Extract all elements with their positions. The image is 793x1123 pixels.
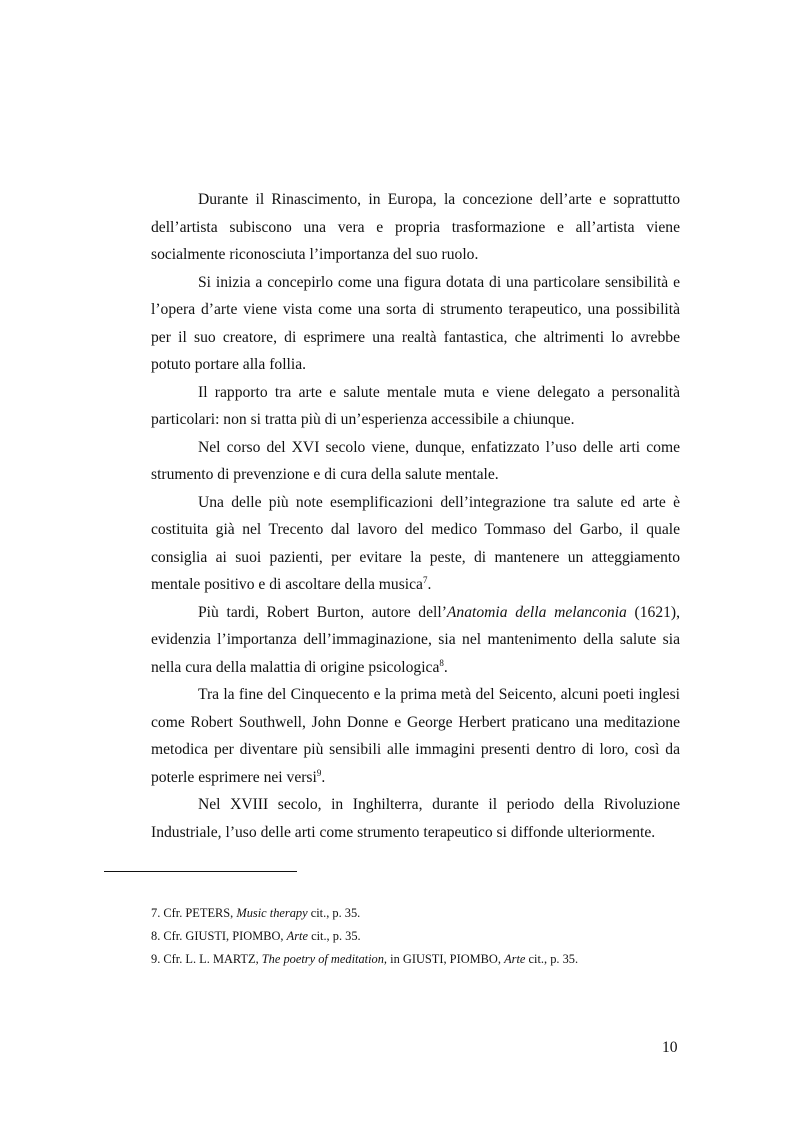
footnote-7: 7. Cfr. PETERS, Music therapy cit., p. 35. (151, 906, 361, 920)
footnote-ref-9[interactable]: 9 (316, 767, 322, 778)
footnote-separator (104, 871, 297, 872)
footnote-ref-8[interactable]: 8 (439, 657, 444, 668)
footnote-ref-7[interactable]: 7 (422, 575, 428, 585)
paragraph-xvi-century: Nel corso del XVI secolo viene, dunque, enfatizzato l’uso delle arti come strumento di prevenzione e di cura della salute mentale. (151, 438, 680, 483)
footnote-8: 8. Cfr. GIUSTI, PIOMBO, Arte cit., p. 35. (151, 929, 361, 943)
paragraph-renaissance: Durante il Rinascimento, in Europa, la concezione dell’arte e soprattutto dell’artista subiscono una vera e propria trasformazione e all’artista viene socialmente riconosciuta l’importanza del suo ruolo. (151, 191, 680, 263)
paragraph-english-poets: Tra la fine del Cinquecento e la prima metà del Seicento, alcuni poeti inglesi come Robert Southwell, John Donne e George Herbert praticano una meditazione metodica per diventare più sensibili alle immagini presenti dentro di loro, così da poterle esprimere nei versi$^9$. (151, 686, 680, 786)
paragraph-robert-burton: Più tardi, Robert Burton, autore dell’Anatomia della melanconia (1621), evidenzia l’importanza dell’immaginazione, sia nel mantenimento della salute sia nella cura della malattia di origine psicologica$^8$. (151, 603, 680, 676)
paragraph-tommaso-del-garbo: Una delle più note esemplificazioni dell’integrazione tra salute ed arte è costituita già nel Trecento dal lavoro del medico Tommaso del Garbo, il quale consiglia ai suoi pazienti, per evitare la peste, di mantenere un atteggiamento mentale positivo e di ascoltare della musica$^7$. (151, 493, 680, 593)
page-number: 10 (662, 1039, 678, 1056)
paragraph-art-mental-health: Il rapporto tra arte e salute mentale muta e viene delegato a personalità particolari: non si tratta più di un’esperienza accessibile a chiunque. (151, 383, 680, 428)
main-text (151, 186, 680, 846)
paragraph-xviii-century: Nel XVIII secolo, in Inghilterra, durante il periodo della Rivoluzione Industriale, l’uso delle arti come strumento terapeutico si diffonde ulteriormente. (151, 796, 680, 841)
book-title: Anatomia della melanconia (446, 603, 627, 621)
paragraph-artist-sensibility: Si inizia a concepirlo come una figura dotata di una particolare sensibilità e l’opera d’arte viene vista come una sorta di strumento terapeutico, una possibilità per il suo creatore, di esprimere una realtà fantastica, che altrimenti lo avrebbe potuto portare alla follia. (151, 273, 680, 373)
footnote-9: 9. Cfr. L. L. MARTZ, The poetry of meditation, in GIUSTI, PIOMBO, Arte cit., p. 35. (151, 952, 579, 966)
footnotes (151, 902, 711, 971)
